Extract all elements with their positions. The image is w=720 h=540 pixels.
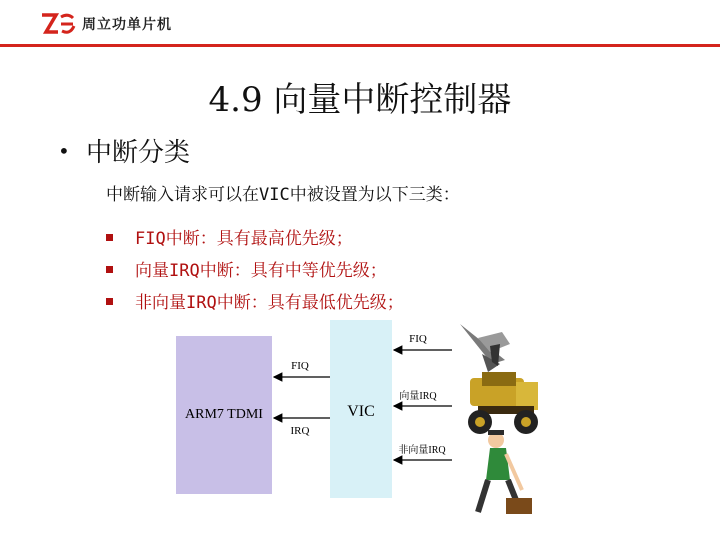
sub-item-vectored	[106, 256, 387, 281]
company-name: 周立功单片机	[82, 17, 172, 33]
slide-title: 4.9 向量中断控制器	[208, 80, 512, 120]
header-divider	[0, 44, 720, 47]
vic-diagram	[160, 320, 560, 535]
bullet-item	[58, 132, 190, 169]
fiq-input-label: FIQ	[409, 333, 427, 345]
car-icon	[468, 372, 538, 434]
intro-text: 中断输入请求可以在VIC中被设置为以下三类：	[106, 185, 460, 205]
vectored-irq-input-label: 向量IRQ	[399, 391, 437, 402]
bullet-text: 中断分类	[86, 138, 191, 168]
square-bullet-icon	[106, 234, 113, 241]
jet-icon	[460, 324, 510, 372]
sub-item-label: 向量IRQ中断：具有中等优先级；	[135, 261, 387, 281]
sub-item-nonvectored	[106, 288, 404, 313]
bullet-dot-icon: •	[58, 139, 70, 163]
zlg-logo	[40, 12, 76, 36]
sub-item-fiq	[106, 224, 353, 249]
nonvectored-irq-input-label: 非向量IRQ	[398, 445, 446, 456]
fiq-out-label: FIQ	[291, 360, 309, 372]
vic-label: VIC	[347, 403, 375, 420]
sub-item-label: 非向量IRQ中断：具有最低优先级；	[135, 293, 404, 313]
square-bullet-icon	[106, 298, 113, 305]
arm-core-label: ARM7 TDMI	[185, 407, 263, 422]
irq-out-label: IRQ	[290, 425, 310, 437]
square-bullet-icon	[106, 266, 113, 273]
sub-item-label: FIQ中断：具有最高优先级；	[135, 229, 353, 249]
walking-man-icon	[478, 430, 532, 514]
